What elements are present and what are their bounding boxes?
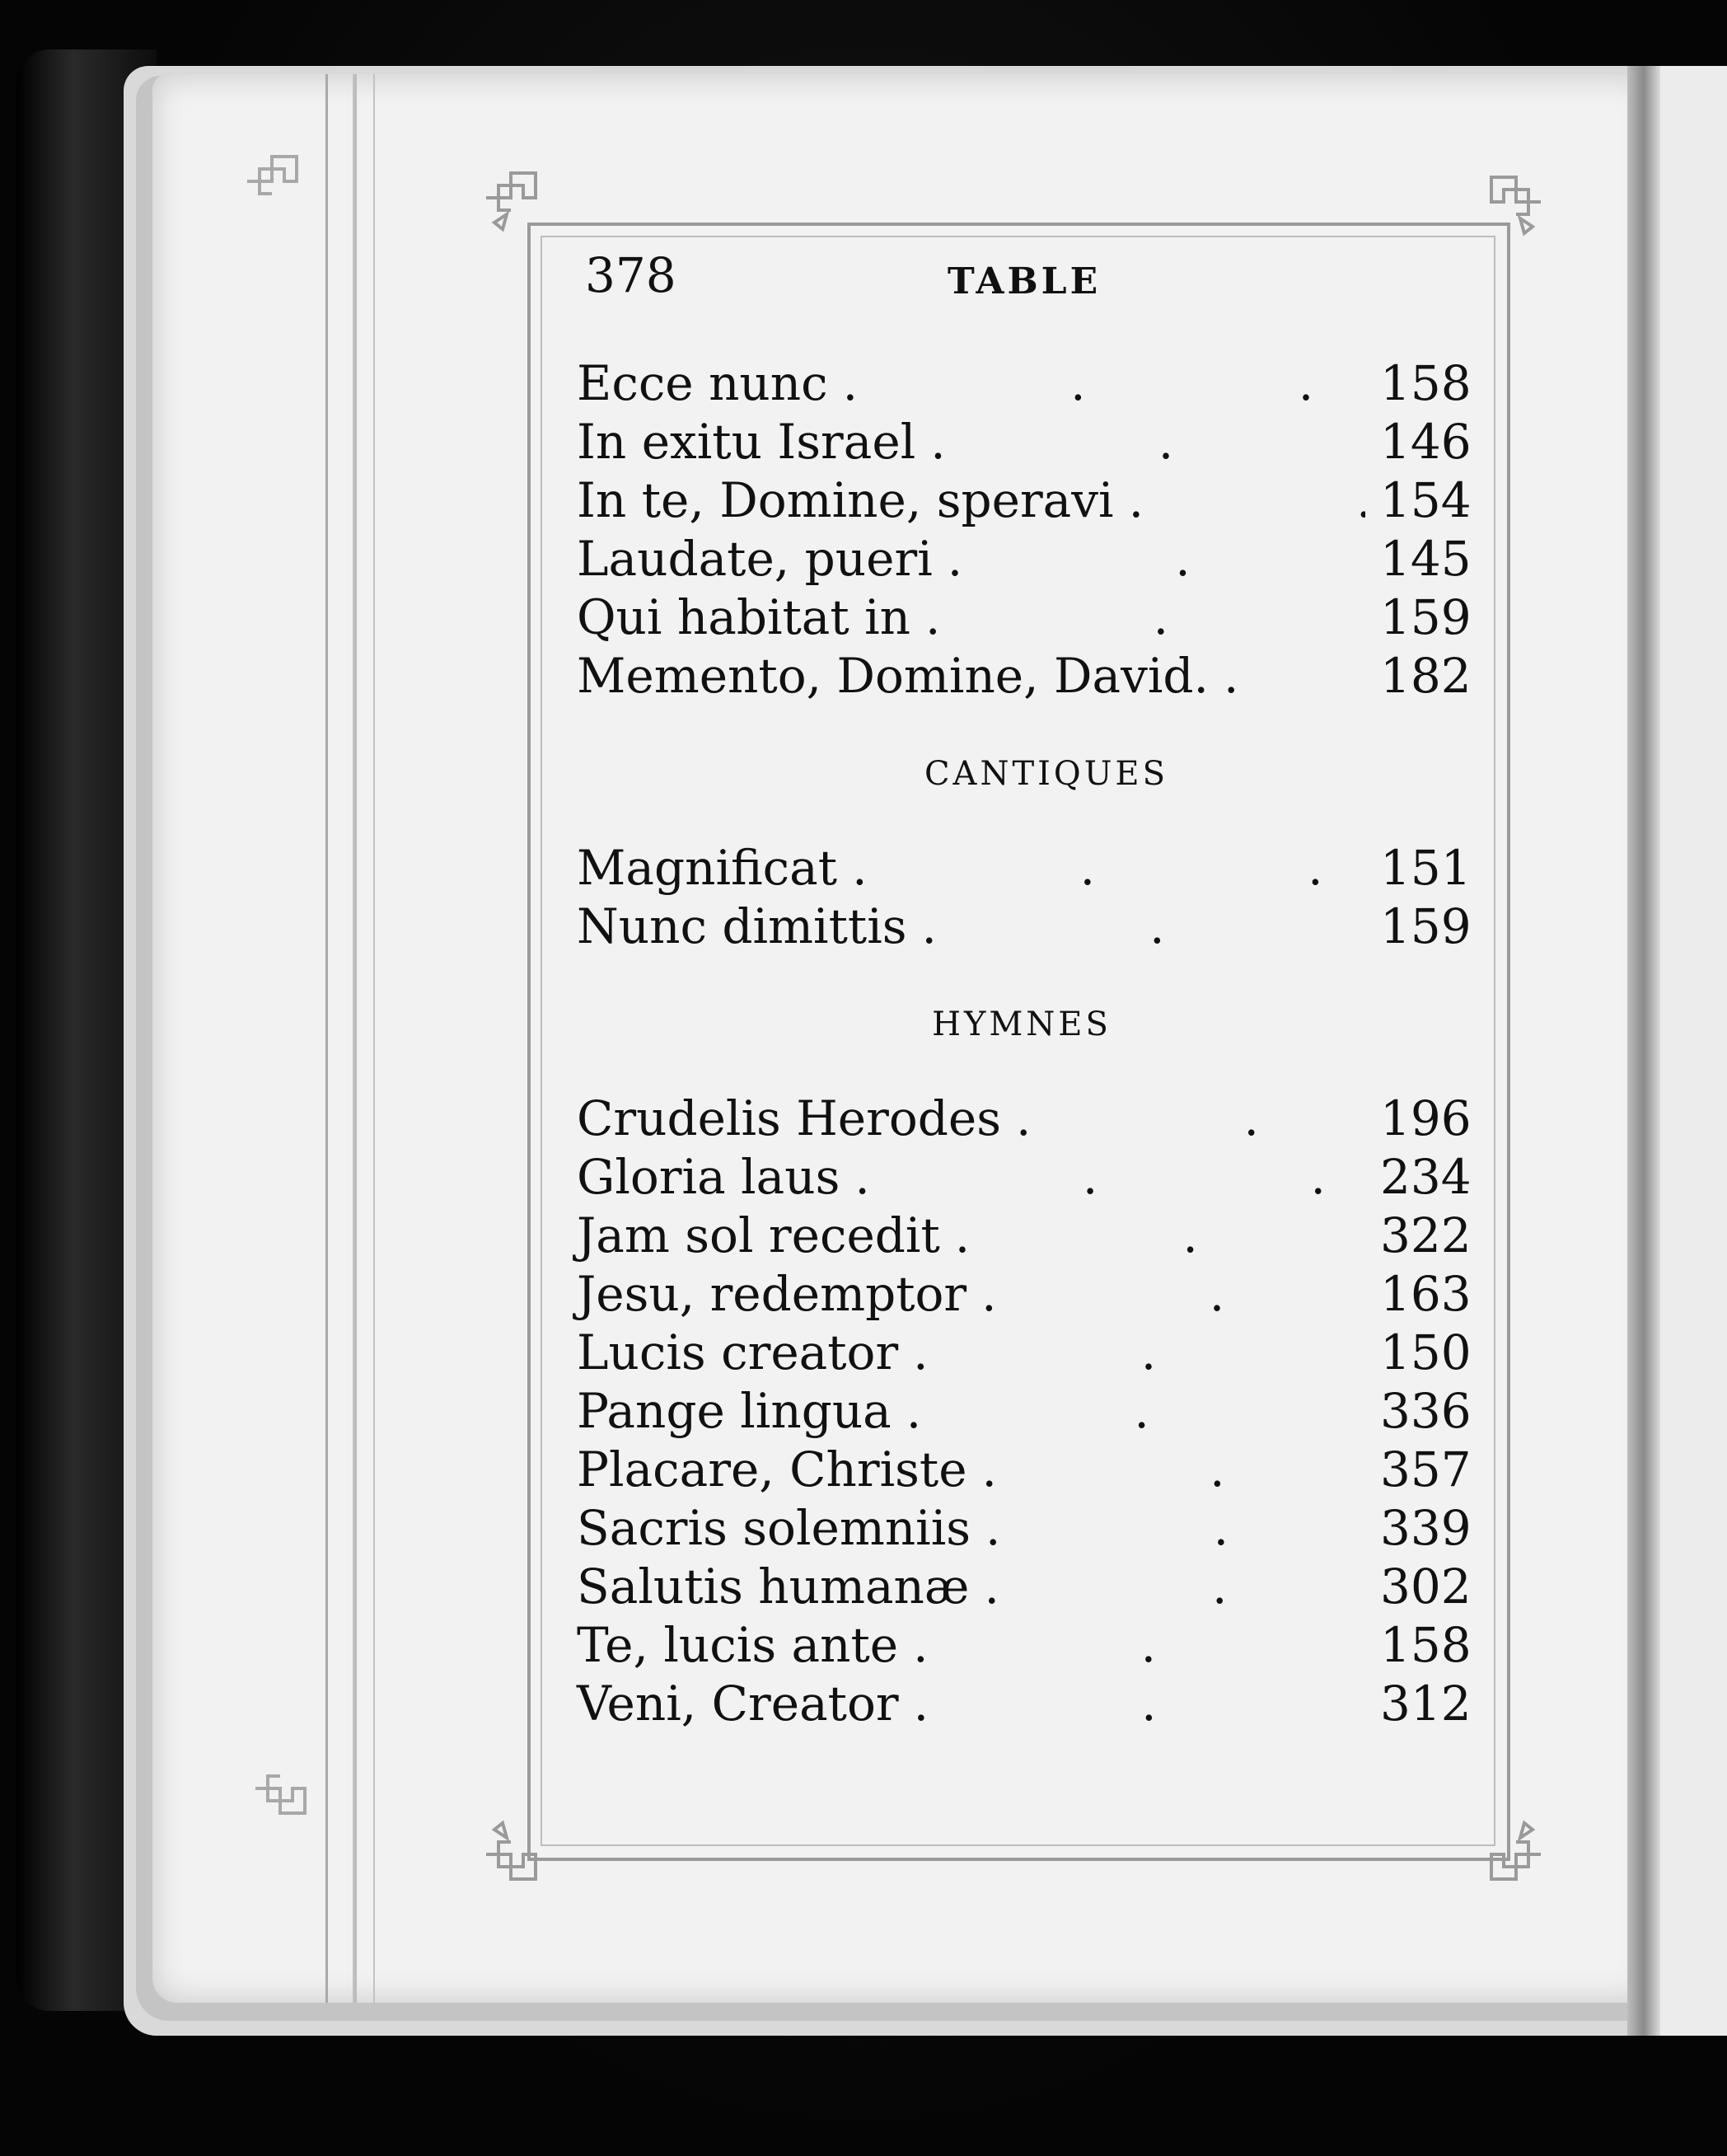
toc-entry — [577, 1324, 1472, 1382]
entry-title: Jesu, redemptor — [577, 1266, 967, 1322]
entry-title: Ecce nunc — [577, 355, 828, 411]
entry-page: 163 — [1380, 1266, 1472, 1322]
entry-title: Memento, Domine, David. — [577, 648, 1209, 704]
entry-page: 357 — [1380, 1441, 1472, 1497]
corner-ornament-icon — [1475, 1813, 1549, 1887]
dot-leader — [981, 1265, 1365, 1324]
corner-ornament-icon — [1475, 169, 1549, 243]
entry-title: Gloria laus — [577, 1149, 840, 1205]
corner-ornament-icon — [478, 165, 552, 239]
toc-entry — [577, 1616, 1472, 1675]
entry-page: 146 — [1380, 414, 1472, 470]
toc-entry — [577, 647, 1472, 705]
section-heading-cantiques: CANTIQUES — [924, 755, 1169, 793]
entry-title: Nunc dimittis — [577, 898, 907, 954]
entry-page: 158 — [1380, 1617, 1472, 1673]
toc-entry — [577, 839, 1472, 898]
entry-page: 182 — [1380, 648, 1472, 704]
entry-title: Lucis creator — [577, 1324, 899, 1380]
section-heading-hymnes: HYMNES — [932, 1005, 1112, 1043]
toc-entry — [577, 1265, 1472, 1324]
toc-entry — [577, 1441, 1472, 1499]
entry-page: 322 — [1380, 1207, 1472, 1263]
toc-entry — [577, 413, 1472, 471]
entry-page: 159 — [1380, 898, 1472, 954]
toc-entry — [577, 898, 1472, 956]
dot-leader — [852, 839, 1365, 898]
toc-entry — [577, 588, 1472, 647]
entry-title: Crudelis Herodes — [577, 1090, 1001, 1146]
dot-leader — [955, 1207, 1365, 1265]
dot-leader — [982, 1441, 1365, 1499]
dot-leader — [985, 1499, 1365, 1558]
entry-title: Qui habitat in — [577, 589, 911, 645]
entry-title: In exitu Israel — [577, 414, 916, 470]
entry-page: 196 — [1380, 1090, 1472, 1146]
toc-entry — [577, 1558, 1472, 1616]
entry-title: Laudate, pueri — [577, 531, 933, 587]
dot-leader — [906, 1382, 1365, 1441]
toc-entry — [577, 471, 1472, 530]
toc-entry — [577, 354, 1472, 413]
page-number: 378 — [585, 247, 676, 303]
dot-leader — [854, 1148, 1365, 1207]
page-leaf-edge — [325, 74, 354, 2003]
entry-title: Veni, Creator — [577, 1676, 899, 1732]
section-hymnes — [577, 1090, 1472, 1733]
dot-leader — [913, 1324, 1365, 1382]
entry-page: 302 — [1380, 1558, 1472, 1615]
page-header — [577, 247, 1467, 330]
dot-leader — [925, 588, 1365, 647]
entry-page: 159 — [1380, 589, 1472, 645]
dot-leader — [1016, 1090, 1365, 1148]
entry-title: In te, Domine, speravi — [577, 472, 1114, 528]
toc-entry — [577, 530, 1472, 588]
dot-leader — [1224, 647, 1365, 705]
dot-leader — [913, 1616, 1365, 1675]
entry-title: Pange lingua — [577, 1383, 892, 1439]
dot-leader — [948, 530, 1365, 588]
toc-entry — [577, 1499, 1472, 1558]
toc-entry — [577, 1148, 1472, 1207]
toc-entry — [577, 1675, 1472, 1733]
corner-ornament-icon — [247, 1747, 321, 1821]
dot-leader — [922, 898, 1365, 956]
page-leaf-edge-inner — [354, 74, 375, 2003]
entry-page: 145 — [1380, 531, 1472, 587]
entry-page: 234 — [1380, 1149, 1472, 1205]
entry-page: 336 — [1380, 1383, 1472, 1439]
dot-leader — [914, 1675, 1365, 1733]
toc-entry — [577, 1382, 1472, 1441]
corner-ornament-icon — [239, 148, 313, 223]
table-of-contents — [577, 247, 1472, 1733]
corner-ornament-icon — [478, 1813, 552, 1887]
entry-title: Sacris solemniis — [577, 1500, 971, 1556]
entry-page: 312 — [1380, 1676, 1472, 1732]
facing-page-edge — [1660, 66, 1727, 2036]
running-title: TABLE — [948, 260, 1102, 302]
entry-title: Magnificat — [577, 840, 838, 896]
section-cantiques — [577, 839, 1472, 956]
toc-entry — [577, 1090, 1472, 1148]
dot-leader — [843, 354, 1365, 413]
toc-entry — [577, 1207, 1472, 1265]
entry-title: Placare, Christe — [577, 1441, 967, 1497]
page-gutter-right — [1627, 66, 1660, 2036]
section-psalms — [577, 354, 1472, 705]
dot-leader — [930, 413, 1365, 471]
entry-page: 158 — [1380, 355, 1472, 411]
entry-page: 151 — [1380, 840, 1472, 896]
dot-leader — [1129, 471, 1365, 530]
entry-title: Te, lucis ante — [577, 1617, 899, 1673]
entry-page: 154 — [1380, 472, 1472, 528]
entry-page: 339 — [1380, 1500, 1472, 1556]
dot-leader — [984, 1558, 1365, 1616]
entry-title: Jam sol recedit — [577, 1207, 940, 1263]
entry-title: Salutis humanæ — [577, 1558, 970, 1615]
entry-page: 150 — [1380, 1324, 1472, 1380]
